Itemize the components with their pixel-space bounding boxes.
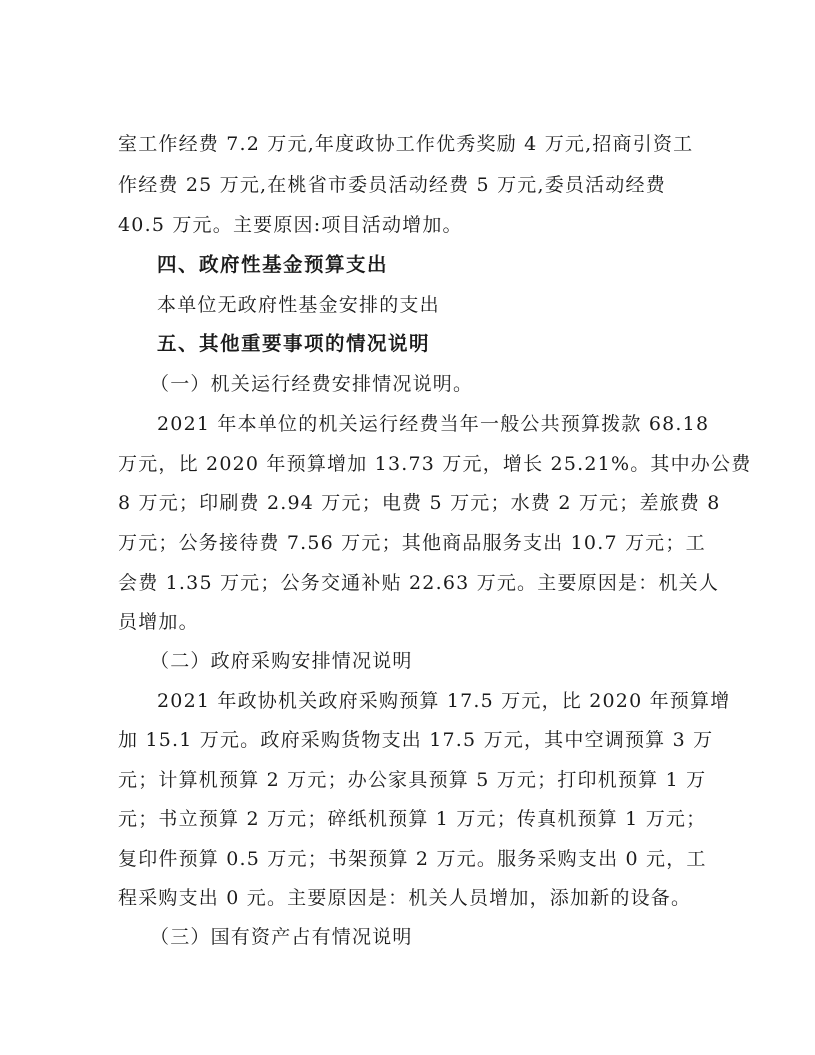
body-text-line: 万元；公务接待费 7.56 万元；其他商品服务支出 10.7 万元；工 xyxy=(118,532,706,554)
subsection-heading-1: （一）机关运行经费安排情况说明。 xyxy=(150,373,474,395)
body-text-line: 元；书立预算 2 万元；碎纸机预算 1 万元；传真机预算 1 万元； xyxy=(118,808,707,830)
body-text-line: 作经费 25 万元,在桃省市委员活动经费 5 万元,委员活动经费 xyxy=(118,174,666,196)
body-text-line: 万元，比 2020 年预算增加 13.73 万元，增长 25.21%。其中办公费 xyxy=(118,453,752,475)
body-text-line: 复印件预算 0.5 万元；书架预算 2 万元。服务采购支出 0 元，工 xyxy=(118,848,707,870)
subsection-heading-2: （二）政府采购安排情况说明 xyxy=(150,650,413,672)
body-text-line: 2021 年本单位的机关运行经费当年一般公共预算拨款 68.18 xyxy=(157,413,710,435)
body-text-line: 40.5 万元。主要原因:项目活动增加。 xyxy=(118,214,463,236)
body-text-line: 本单位无政府性基金安排的支出 xyxy=(157,294,440,316)
body-text-line: 加 15.1 万元。政府采购货物支出 17.5 万元，其中空调预算 3 万 xyxy=(118,729,714,751)
body-text-line: 元；计算机预算 2 万元；办公家具预算 5 万元；打印机预算 1 万 xyxy=(118,769,707,791)
body-text-line: 2021 年政协机关政府采购预算 17.5 万元，比 2020 年预算增 xyxy=(157,690,731,712)
body-text-line: 8 万元；印刷费 2.94 万元；电费 5 万元；水费 2 万元；差旅费 8 xyxy=(118,492,721,514)
subsection-heading-3: （三）国有资产占有情况说明 xyxy=(150,926,413,948)
body-text-line: 员增加。 xyxy=(118,611,199,633)
body-text-line: 室工作经费 7.2 万元,年度政协工作优秀奖励 4 万元,招商引资工 xyxy=(118,133,694,155)
section-heading-4: 四、政府性基金预算支出 xyxy=(157,253,389,276)
body-text-line: 会费 1.35 万元；公务交通补贴 22.63 万元。主要原因是：机关人 xyxy=(118,572,720,594)
section-heading-5: 五、其他重要事项的情况说明 xyxy=(157,332,431,355)
body-text-line: 程采购支出 0 元。主要原因是：机关人员增加，添加新的设备。 xyxy=(118,887,692,909)
